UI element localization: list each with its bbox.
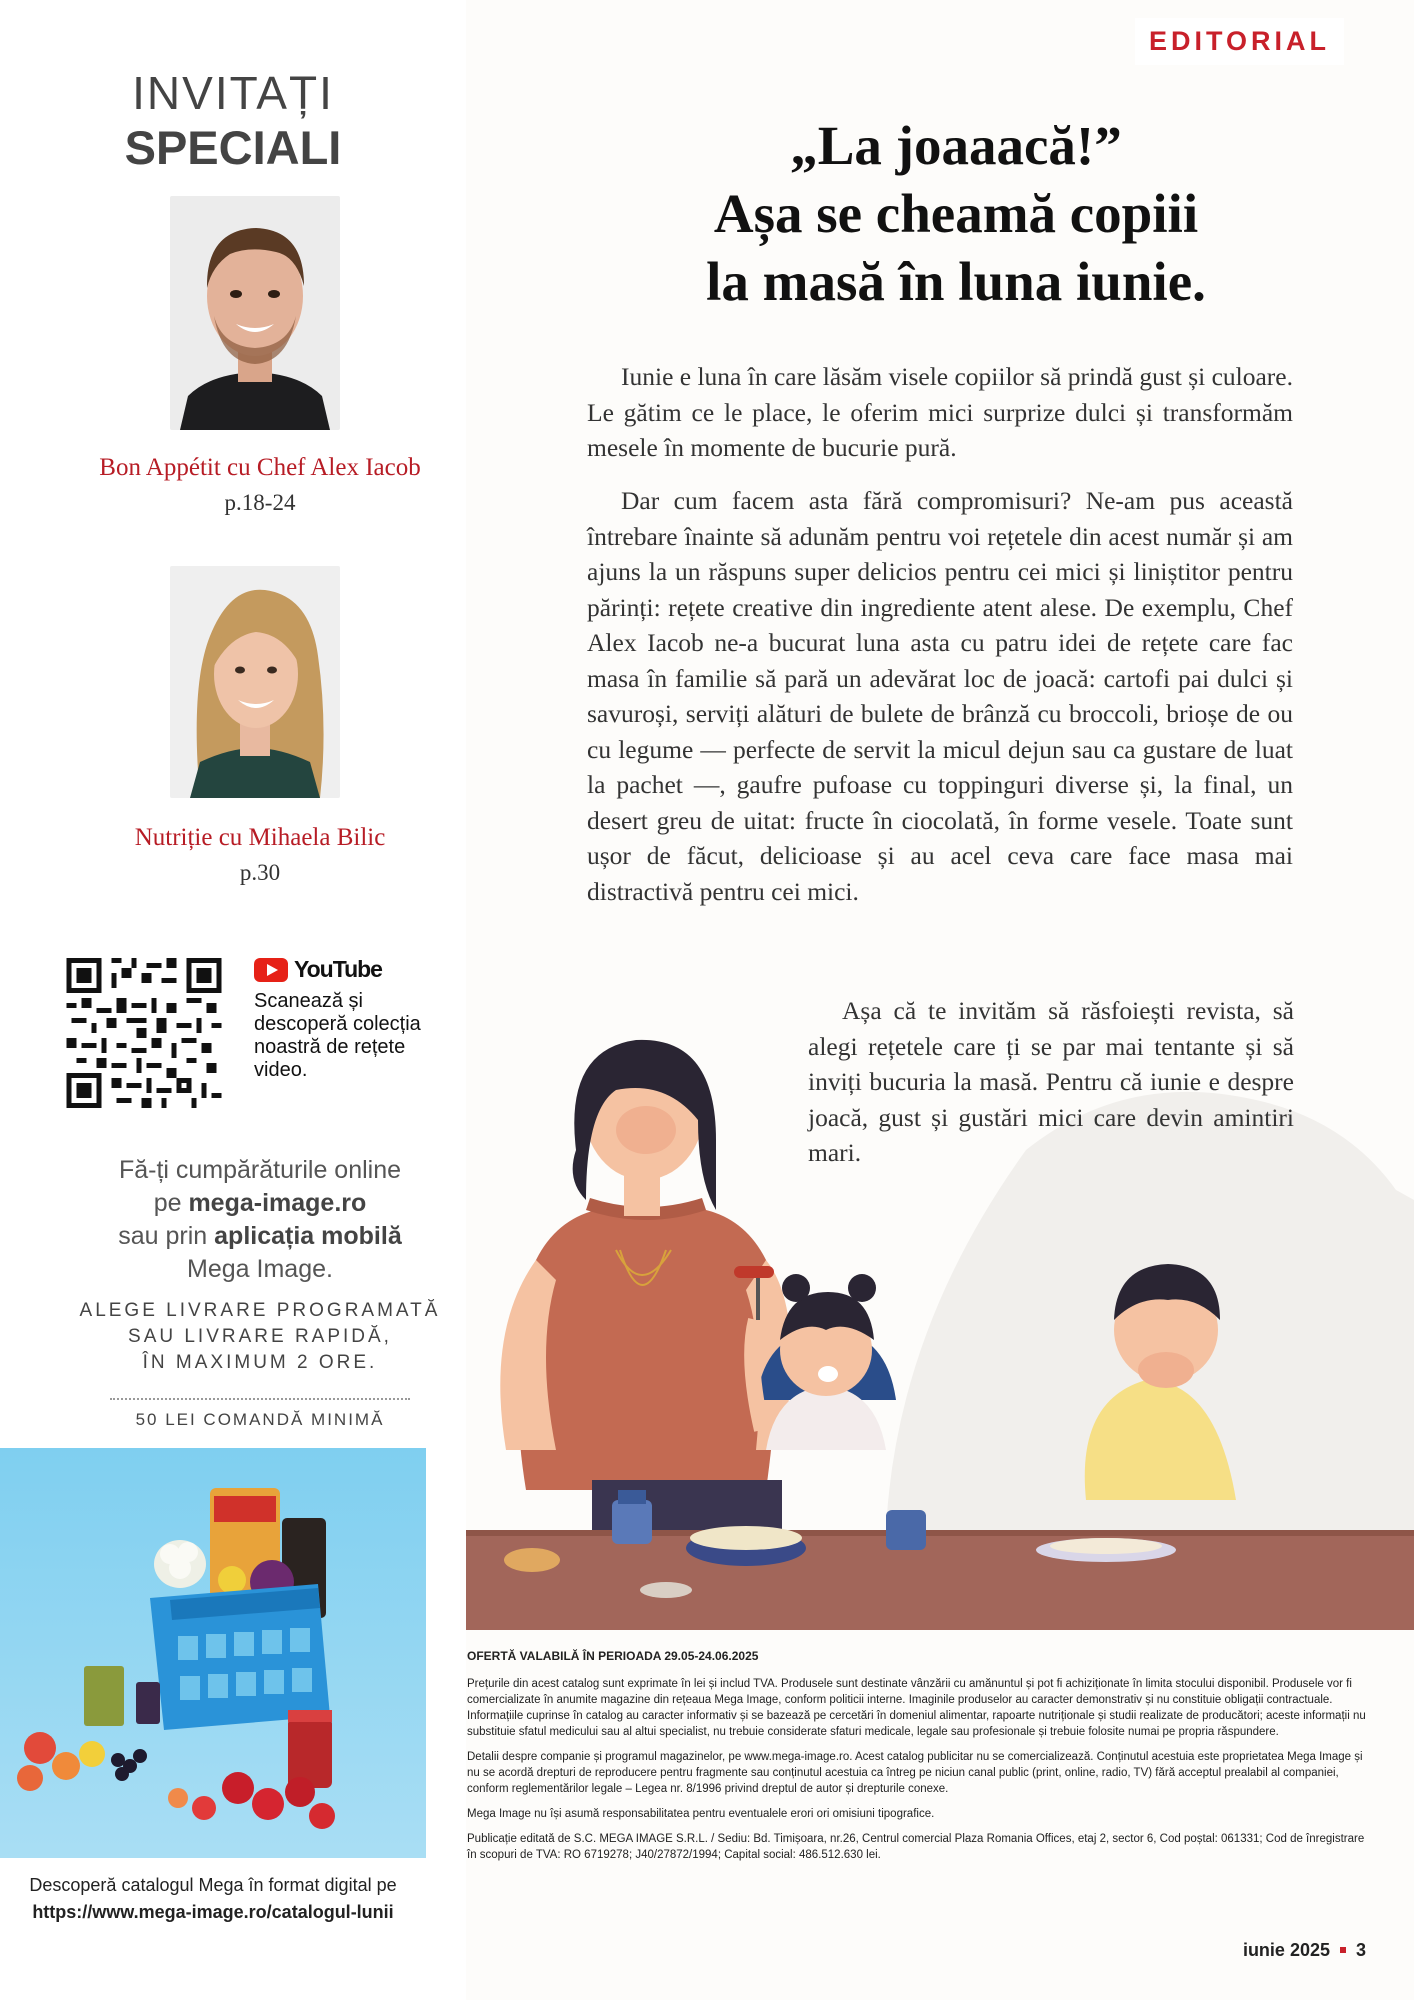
shop-app-link[interactable]: aplicația mobilă bbox=[214, 1222, 402, 1250]
delivery-info bbox=[0, 1298, 520, 1376]
shop-line-3-prefix: sau prin bbox=[118, 1222, 215, 1250]
headline-line-2: Așa se cheamă copiii bbox=[713, 183, 1199, 244]
section-tag: EDITORIAL bbox=[1135, 18, 1344, 65]
guests-heading-bold: SPECIALI bbox=[124, 121, 342, 174]
legal-paragraph-2: Detalii despre companie și programul magazinelor, pe www.mega-image.ro. Acest catalog publicitar nu se comercializează. Conținutul acestuia este proprietatea Mega Image și nu se acordă drepturi de reproducere pentru fragmente sau conținutul acestuia ca întreg pe niciun canal public (print, online, radio, TV) fără acceptul prealabil al companiei, conform reglementărilor legale – Legea nr. 8/1996 privind dreptul de autor și drepturile conexe. bbox=[467, 1751, 1363, 1795]
delivery-line-2: SAU LIVRARE RAPIDĂ, bbox=[128, 1326, 392, 1347]
headline-line-1: „La joaaacă!” bbox=[790, 115, 1122, 176]
youtube-qr-code[interactable] bbox=[66, 958, 222, 1108]
footer-separator-dot bbox=[1340, 1947, 1346, 1953]
guests-heading-light: INVITAȚI bbox=[132, 67, 334, 119]
guest-photo-alex-iacob bbox=[170, 196, 340, 430]
youtube-description: Scanează și descoperă colecția noastră de rețete video. bbox=[254, 990, 421, 1081]
shop-line-2-prefix: pe bbox=[153, 1189, 189, 1217]
shop-website-link[interactable]: mega-image.ro bbox=[188, 1189, 367, 1217]
guest-name-1: Bon Appétit cu Chef Alex Iacob bbox=[99, 454, 421, 481]
shop-line-3 bbox=[0, 1220, 520, 1253]
legal-paragraph-3: Mega Image nu își asumă responsabilitatea pentru eventualele erori ori omisiuni tipografice. bbox=[467, 1808, 935, 1820]
guest-photo-mihaela-bilic bbox=[170, 566, 340, 798]
catalog-url-link[interactable]: https://www.mega-image.ro/catalogul-lunii bbox=[32, 1902, 394, 1922]
shop-line-4: Mega Image. bbox=[187, 1255, 333, 1283]
shop-line-1: Fă-ți cumpărăturile online bbox=[118, 1156, 402, 1184]
page-footer bbox=[1243, 1940, 1366, 1961]
youtube-logo bbox=[254, 956, 382, 983]
legal-paragraph-4: Publicație editată de S.C. MEGA IMAGE S.R.L. / Sediu: Bd. Timișoara, nr.26, Centrul comercial Plaza Romania Offices, etaj 2, sector 6, Cod poștal: 061331; Cod de înregistrare în scopuri de TVA: RO 6719278; J40/27872/1994; Capital social: 486.512.630 lei. bbox=[467, 1833, 1365, 1861]
guest-pages-1: p.18-24 bbox=[224, 490, 296, 515]
shop-line-2 bbox=[0, 1187, 520, 1220]
youtube-play-icon bbox=[254, 958, 288, 982]
article-paragraph-1: Iunie e luna în care lăsăm visele copiilor să prindă gust și culoare. Le gătim ce le place, le oferim mici surprize dulci și transformăm mesele în momente de bucurie pură. bbox=[587, 362, 1293, 462]
legal-paragraph-1: Prețurile din acest catalog sunt exprimate în lei și includ TVA. Produsele sunt destinate vânzării cu amănuntul și pot fi achiziționate în limita stocului disponibil. Produsele vor fi comercializate în anumite magazine din rețeaua Mega Image, conform politicii interne. Imaginile produselor au caracter demonstrativ și nu constituie obligații contractuale. Informațiile cuprinse în catalog au caracter informativ și se bazează pe cercetări în domeniul alimentar, rapoarte nutriționale și studii realizate de producători; aceste informații nu substituie sfatul medicului sau al altui specialist, nu trebuie considerate sfaturi medicale, legale sau profesionale și trebuie folosite numai pe propria răspundere. bbox=[467, 1678, 1366, 1738]
article-paragraph-3: Așa că te invităm să răsfoiești revista, să alegi rețetele care ți se par mai tentante și să inviți bucuria la masă. Pentru că iunie e despre joacă, gust și gustări mici care devin amintiri mari. bbox=[808, 996, 1294, 1167]
page-number: 3 bbox=[1355, 1940, 1366, 1960]
minimum-order: 50 LEI COMANDĂ MINIMĂ bbox=[135, 1410, 385, 1429]
guest-pages-2: p.30 bbox=[239, 860, 281, 885]
legal-notice bbox=[467, 1648, 1369, 1872]
headline-line-3: la masă în luna iunie. bbox=[706, 251, 1206, 312]
online-shop-info bbox=[0, 1154, 520, 1286]
delivery-line-1: ALEGE LIVRARE PROGRAMATĂ bbox=[79, 1300, 441, 1321]
digital-catalog-info bbox=[0, 1872, 426, 1926]
article-paragraph-2: Dar cum facem asta fără compromisuri? Ne-am pus această întrebare înainte să adunăm pentru voi rețetele din acest număr și am ajuns la un răspuns super delicios pentru cei mici și liniștitor pentru părinți: rețete creative din ingrediente atent alese. De exemplu, Chef Alex Iacob ne-a bucurat luna asta cu patru idei de rețete care fac masa în familie să pară un adevărat loc de joacă: cartofi pai dulci și savuroși, serviți alături de bulete de brânză cu broccoli, brioșe de ou cu legume — perfecte de servit la micul dejun sau ca gustare de luat la pachet —, gaufre pufoase cu toppinguri diverse și, la final, un desert greu de uitat: fructe în ciocolată, în forme vesele. Toate sunt ușor de făcut, delicioase și au acel ceva care face masa mai distractivă pentru cei mici. bbox=[587, 486, 1293, 906]
article-headline bbox=[566, 112, 1346, 316]
grocery-basket-photo bbox=[0, 1448, 426, 1858]
delivery-line-3: ÎN MAXIMUM 2 ORE. bbox=[142, 1352, 378, 1373]
divider bbox=[110, 1398, 410, 1400]
youtube-wordmark: YouTube bbox=[294, 956, 382, 982]
footer-month: iunie 2025 bbox=[1242, 1940, 1330, 1960]
catalog-line-1: Descoperă catalogul Mega în format digital pe bbox=[29, 1875, 397, 1895]
guest-name-2: Nutriție cu Mihaela Bilic bbox=[134, 824, 386, 851]
offer-validity: OFERTĂ VALABILĂ ÎN PERIOADA 29.05-24.06.2025 bbox=[467, 1649, 759, 1663]
